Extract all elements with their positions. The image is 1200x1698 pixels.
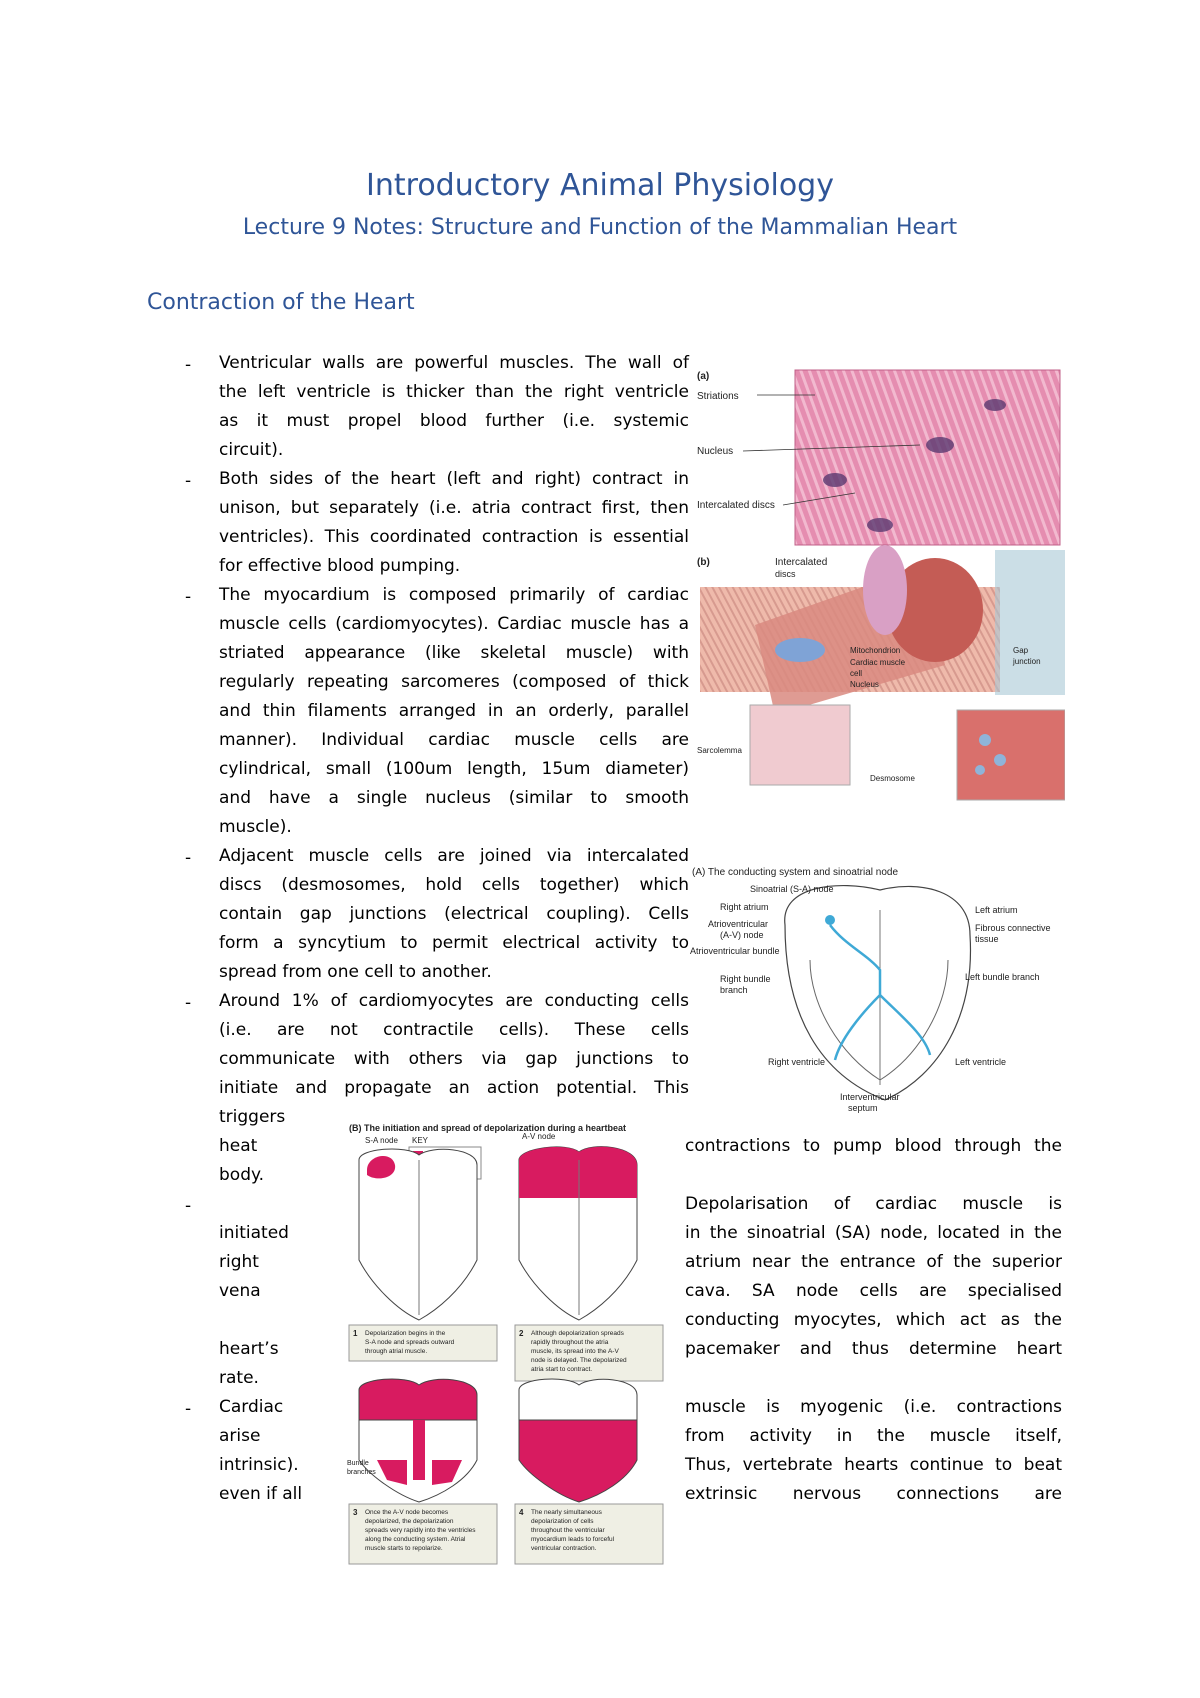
heart-outline — [785, 886, 971, 1100]
paragraph-line: Adjacent muscle cells are joined via intercalated — [219, 846, 689, 866]
document-subtitle: Lecture 9 Notes: Structure and Function of the Mammalian Heart — [242, 215, 958, 240]
paragraph-line: atrium near the entrance of the superior — [685, 1252, 1062, 1272]
paragraph-line: heat — [219, 1136, 258, 1156]
conduction-label: septum — [848, 1103, 878, 1113]
paragraph-line: unison, but separately (i.e. atria contract first, then — [219, 498, 689, 518]
step-text: atria start to contract. — [531, 1366, 593, 1373]
paragraph-line: cylindrical, small (100um length, 15um diameter) — [219, 759, 689, 779]
paragraph-line: striated appearance (like skeletal muscle) with — [219, 643, 689, 663]
paragraph-line: Thus, vertebrate hearts continue to beat — [685, 1455, 1062, 1475]
step-text: muscle starts to repolarize. — [365, 1545, 443, 1552]
panel-b-label: (b) — [697, 557, 710, 568]
histology-label: cell — [850, 669, 863, 678]
paragraph-line: body. — [219, 1165, 265, 1185]
step-text: Depolarization begins in the — [365, 1330, 446, 1337]
step-text: depolarized, the depolarization — [365, 1518, 454, 1525]
figure-title: (A) The conducting system and sinoatrial node — [692, 867, 899, 878]
paragraph-line: circuit). — [219, 440, 284, 460]
bundle-branches-label: Bundle — [347, 1460, 369, 1467]
step-number: 1 — [353, 1329, 358, 1338]
step-text: rapidly throughout the atria — [531, 1339, 609, 1346]
paragraph-line: The myocardium is composed primarily of cardiac — [219, 585, 689, 605]
nucleus-shape — [867, 518, 893, 532]
paragraph-line: arise — [219, 1426, 261, 1446]
paragraph-line: contractions to pump blood through the — [685, 1136, 1062, 1156]
histology-label: Mitochondrion — [850, 646, 901, 655]
conduction-label: Right bundle — [720, 974, 771, 984]
paragraph-line: intrinsic). — [219, 1455, 299, 1475]
step-text: depolarization of cells — [531, 1518, 594, 1525]
step-text: ventricular contraction. — [531, 1545, 597, 1552]
paragraph-line: right — [219, 1252, 259, 1272]
paragraph-line: muscle is myogenic (i.e. contractions — [685, 1397, 1062, 1417]
paragraph-line: Depolarisation of cardiac muscle is — [685, 1194, 1062, 1214]
nucleus-shape — [823, 473, 847, 487]
step-text: along the conducting system. Atrial — [365, 1536, 466, 1543]
histology-label: junction — [1013, 657, 1041, 666]
av-node-label: A-V node — [522, 1132, 556, 1141]
histology-label: Desmosome — [870, 774, 915, 783]
paragraph-line: heart’s — [219, 1339, 279, 1359]
nucleus-shape — [984, 399, 1006, 411]
paragraph-line: muscle). — [219, 817, 292, 837]
nucleus-shape — [926, 437, 954, 453]
conduction-label: Sinoatrial (S-A) node — [750, 884, 834, 894]
step-text: Once the A-V node becomes — [365, 1509, 449, 1516]
conduction-label: Right ventricle — [768, 1057, 826, 1067]
conduction-label: Right atrium — [720, 902, 769, 912]
bullet-marker: - — [185, 1399, 192, 1419]
heart-diagram-step-1 — [359, 1149, 477, 1320]
histology-label: Intercalated discs — [697, 500, 775, 511]
depolarization-steps-lower — [347, 1502, 682, 1568]
sarcolemma-inset — [750, 705, 850, 785]
conduction-label: Atrioventricular — [708, 919, 769, 929]
document-title: Introductory Animal Physiology — [366, 168, 834, 203]
paragraph-line: the left ventricle is thicker than the right ventricle — [219, 382, 689, 402]
step-text: spreads very rapidly into the ventricles — [365, 1527, 476, 1534]
paragraph-line: rate. — [219, 1368, 259, 1388]
bundle-branches-label: branches — [347, 1469, 376, 1476]
conduction-label: Atrioventricular bundle — [690, 946, 780, 956]
step-text: S-A node and spreads outward — [365, 1339, 455, 1346]
step-text: through atrial muscle. — [365, 1348, 428, 1355]
depolarization-spread-figure — [347, 1120, 682, 1505]
paragraph-line: conducting myocytes, which act as the — [685, 1310, 1062, 1330]
conduction-label: tissue — [975, 934, 999, 944]
panel-a-label: (a) — [697, 371, 710, 382]
paragraph-line: Both sides of the heart (left and right) contract in — [219, 469, 689, 489]
paragraph-line: manner). Individual cardiac muscle cells are — [219, 730, 689, 750]
histology-label: Cardiac muscle — [850, 658, 906, 667]
bullet-marker: - — [185, 471, 192, 491]
step-text: node is delayed. The depolarized — [531, 1357, 627, 1364]
key-label: KEY — [412, 1136, 429, 1145]
paragraph-line: discs (desmosomes, hold cells together) which — [219, 875, 689, 895]
nucleus-shape — [775, 638, 825, 662]
paragraph-line: contain gap junctions (electrical coupling). Cells — [219, 904, 689, 924]
step-number: 2 — [519, 1329, 524, 1338]
paragraph-line: vena — [219, 1281, 261, 1301]
conducting-system-figure — [690, 865, 1070, 1115]
step-text: Although depolarization spreads — [531, 1330, 624, 1337]
paragraph-line: and have a single nucleus (similar to smooth — [219, 788, 689, 808]
histology-label: Nucleus — [697, 446, 734, 457]
step-text: myocardium leads to forceful — [531, 1536, 615, 1543]
heart-diagram-step-4 — [519, 1379, 637, 1502]
paragraph-line: spread from one cell to another. — [219, 962, 492, 982]
bullet-marker: - — [185, 993, 192, 1013]
step-text: muscle, its spread into the A-V — [531, 1348, 619, 1355]
paragraph-line: initiated — [219, 1223, 289, 1243]
paragraph-line: for effective blood pumping. — [219, 556, 461, 576]
paragraph-line: and thin filaments arranged in an orderly, parallel — [219, 701, 689, 721]
conduction-label: Fibrous connective — [975, 923, 1051, 933]
conduction-label: Interventricular — [840, 1092, 900, 1102]
step-number: 4 — [519, 1508, 524, 1517]
paragraph-line: Ventricular walls are powerful muscles. The wall of — [219, 353, 689, 373]
heart-diagram-step-2 — [519, 1147, 637, 1320]
heart-diagram-step-3 — [359, 1379, 477, 1502]
section-heading: Contraction of the Heart — [147, 290, 415, 315]
paragraph-line: muscle cells (cardiomyocytes). Cardiac muscle has a — [219, 614, 689, 634]
histology-label: Sarcolemma — [697, 746, 742, 755]
histology-label: Gap — [1013, 646, 1029, 655]
bullet-marker: - — [185, 848, 192, 868]
histology-label: discs — [775, 569, 796, 579]
paragraph-line: pacemaker and thus determine heart — [685, 1339, 1062, 1359]
figure-title: (B) The initiation and spread of depolarization during a heartbeat — [349, 1123, 627, 1133]
paragraph-line: even if all — [219, 1484, 303, 1504]
gap-junction-inset — [957, 710, 1065, 800]
paragraph-line: extrinsic nervous connections are — [685, 1484, 1062, 1504]
sa-node-label: S-A node — [365, 1136, 398, 1145]
conduction-label: Left ventricle — [955, 1057, 1007, 1067]
step-number: 3 — [353, 1508, 358, 1517]
conduction-label: branch — [720, 985, 748, 995]
conduction-label: Left bundle branch — [965, 972, 1040, 982]
histology-label: Intercalated — [775, 557, 828, 568]
histology-label: Striations — [697, 391, 739, 402]
paragraph-line: regularly repeating sarcomeres (composed of thick — [219, 672, 689, 692]
paragraph-line: triggers — [219, 1107, 286, 1127]
step-text: The nearly simultaneous — [531, 1509, 602, 1516]
conduction-label: Left atrium — [975, 905, 1018, 915]
bullet-marker: - — [185, 587, 192, 607]
paragraph-line: initiate and propagate an action potential. This — [219, 1078, 689, 1098]
bullet-marker: - — [185, 355, 192, 375]
paragraph-line: Around 1% of cardiomyocytes are conducting cells — [219, 991, 689, 1011]
paragraph-line: Cardiac — [219, 1397, 284, 1417]
paragraph-line: cava. SA node cells are specialised — [685, 1281, 1062, 1301]
paragraph-line: form a syncytium to permit electrical activity to — [219, 933, 689, 953]
paragraph-line: ventricles). This coordinated contraction is essential — [219, 527, 689, 547]
sa-node-marker — [825, 915, 835, 925]
histology-label: Nucleus — [850, 680, 879, 689]
paragraph-line: (i.e. are not contractile cells). These cells — [219, 1020, 689, 1040]
conduction-label: (A-V) node — [720, 930, 764, 940]
paragraph-line: as it must propel blood further (i.e. systemic — [219, 411, 689, 431]
step-text: throughout the ventricular — [531, 1527, 605, 1534]
cardiac-muscle-histology-figure — [695, 365, 1065, 820]
histology-micrograph — [795, 370, 1060, 545]
paragraph-line: communicate with others via gap junctions to — [219, 1049, 689, 1069]
paragraph-line: in the sinoatrial (SA) node, located in the — [685, 1223, 1062, 1243]
paragraph-line: from activity in the muscle itself, — [685, 1426, 1062, 1446]
bullet-marker: - — [185, 1196, 192, 1216]
